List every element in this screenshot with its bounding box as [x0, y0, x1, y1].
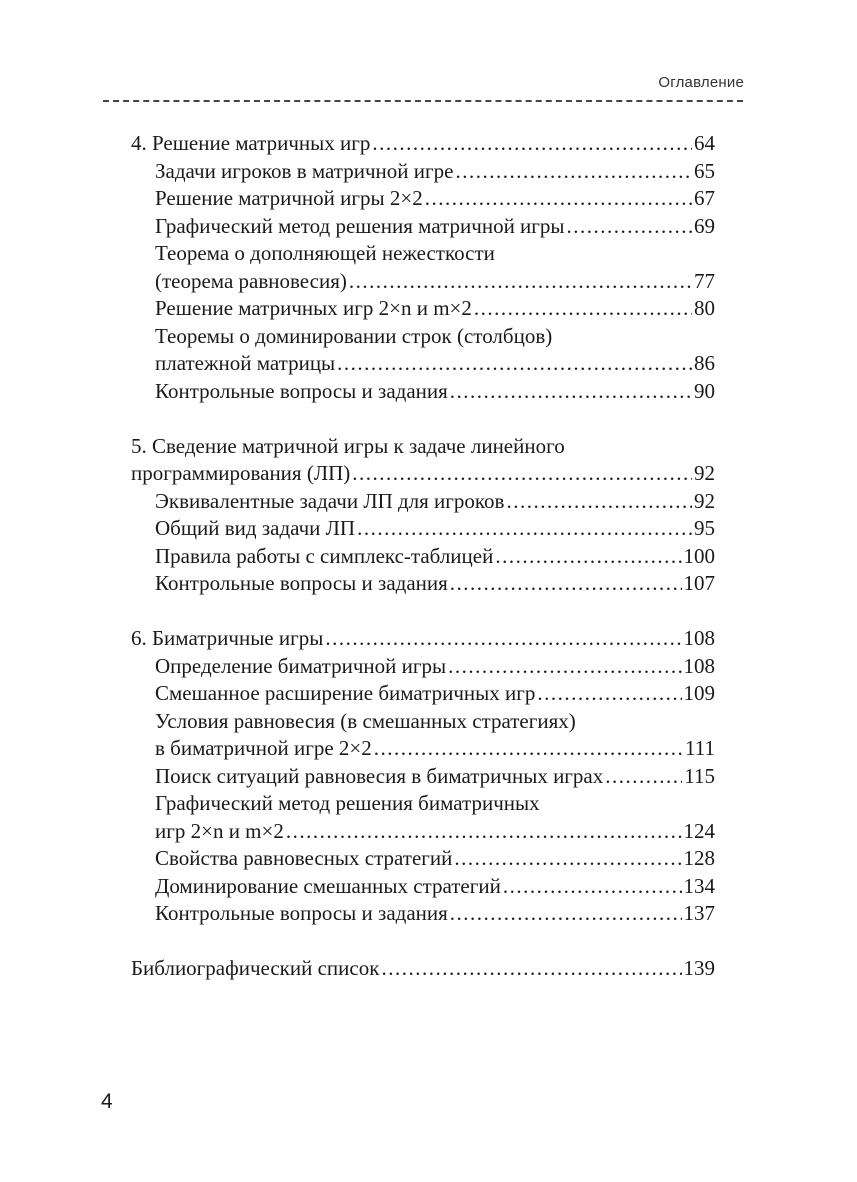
toc-entry-title: Поиск ситуаций равновесия в биматричных играх	[155, 763, 604, 788]
toc-subentry-line	[131, 185, 715, 213]
toc-subentry-line	[131, 763, 715, 791]
toc-entry-title: Контрольные вопросы и задания	[155, 378, 448, 403]
toc-section	[131, 433, 715, 598]
toc-entry-title: Библиографический список	[131, 956, 380, 980]
toc-page-number: 111	[685, 736, 715, 760]
toc-entry-title: (теорема равновесия)	[155, 268, 347, 293]
dot-leader	[474, 295, 692, 323]
toc-entry-title: игр 2×n и m×2	[155, 818, 284, 843]
table-of-contents	[131, 130, 715, 983]
toc-chapter-line	[131, 130, 715, 158]
toc-subentry-line	[131, 543, 715, 571]
dot-leader	[286, 818, 682, 846]
toc-subentry-line	[131, 845, 715, 873]
toc-page-number: 115	[684, 763, 715, 788]
toc-entry-title: Свойства равновесных стратегий	[155, 846, 453, 870]
toc-page-number: 77	[694, 268, 715, 293]
toc-subentry-line	[131, 735, 715, 763]
toc-page-number: 67	[694, 186, 715, 210]
toc-subentry-line	[131, 818, 715, 846]
toc-entry-title: Доминирование смешанных стратегий	[155, 873, 501, 898]
dot-leader	[495, 543, 681, 571]
toc-entry-title: Эквивалентные задачи ЛП для игроков	[155, 488, 505, 513]
toc-entry-title: 6. Биматричные игры	[131, 626, 324, 650]
toc-entry-title: Правила работы с симплекс-таблицей	[155, 543, 494, 568]
dot-leader	[372, 130, 692, 158]
toc-chapter-line	[131, 460, 715, 488]
toc-page-number: 90	[694, 378, 715, 403]
toc-page-number: 95	[694, 516, 715, 540]
dot-leader	[325, 625, 681, 653]
dot-leader	[357, 515, 692, 543]
toc-entry-title: Графический метод решения биматричных	[155, 791, 540, 815]
toc-page-number: 107	[683, 571, 715, 595]
toc-entry-title: Задачи игроков в матричной игре	[155, 158, 454, 183]
toc-entry-title: в биматричной игре 2×2	[155, 736, 372, 760]
toc-section	[131, 955, 715, 983]
toc-page-number: 109	[683, 681, 715, 705]
toc-page-number: 80	[694, 296, 715, 320]
toc-page-number: 86	[694, 351, 715, 375]
toc-page-number: 65	[694, 158, 715, 183]
dot-leader	[374, 735, 683, 763]
toc-subentry-line	[131, 158, 715, 186]
toc-chapter-line	[131, 955, 715, 983]
toc-entry-title: 4. Решение матричных игр	[131, 131, 371, 155]
toc-chapter-line	[131, 433, 715, 461]
toc-subentry-line	[131, 240, 715, 268]
toc-entry-title: Графический метод решения матричной игры	[155, 213, 565, 238]
toc-entry-title: Контрольные вопросы и задания	[155, 901, 448, 925]
toc-page-number: 108	[683, 653, 715, 678]
toc-subentry-line	[131, 323, 715, 351]
toc-subentry-line	[131, 515, 715, 543]
dot-leader	[605, 763, 682, 791]
toc-page-number: 92	[694, 488, 715, 513]
dot-leader	[352, 460, 692, 488]
toc-subentry-line	[131, 378, 715, 406]
toc-subentry-line	[131, 900, 715, 928]
toc-page-number: 64	[694, 131, 715, 155]
toc-page-number: 92	[694, 461, 715, 485]
dot-leader	[349, 268, 692, 296]
toc-page-number: 108	[683, 626, 715, 650]
toc-page-number: 134	[683, 873, 715, 898]
toc-entry-title: Условия равновесия (в смешанных стратегиях)	[155, 708, 576, 733]
dot-leader	[450, 570, 682, 598]
dot-leader	[450, 378, 692, 406]
toc-subentry-line	[131, 873, 715, 901]
toc-subentry-line	[131, 488, 715, 516]
dot-leader	[448, 653, 681, 681]
toc-page-number: 69	[694, 213, 715, 238]
running-header-title: Оглавление	[658, 74, 744, 91]
dot-leader	[537, 680, 681, 708]
toc-entry-title: платежной матрицы	[155, 351, 336, 375]
toc-page-number: 124	[683, 818, 715, 843]
toc-entry-title: Смешанное расширение биматричных игр	[155, 681, 536, 705]
toc-page-number: 128	[683, 846, 715, 870]
toc-entry-title: Решение матричной игры 2×2	[155, 186, 423, 210]
toc-section	[131, 130, 715, 405]
dot-leader	[425, 185, 692, 213]
toc-subentry-line	[131, 653, 715, 681]
toc-page-number: 139	[683, 956, 715, 980]
dot-leader	[454, 845, 681, 873]
toc-chapter-line	[131, 625, 715, 653]
toc-subentry-line	[131, 295, 715, 323]
dot-leader	[506, 488, 692, 516]
toc-page-number: 137	[683, 901, 715, 925]
dot-leader	[455, 158, 692, 186]
toc-subentry-line	[131, 268, 715, 296]
toc-subentry-line	[131, 350, 715, 378]
toc-subentry-line	[131, 790, 715, 818]
dot-leader	[381, 955, 681, 983]
toc-subentry-line	[131, 570, 715, 598]
toc-entry-title: Определение биматричной игры	[155, 653, 447, 678]
toc-page-number: 100	[683, 543, 715, 568]
toc-entry-title: Контрольные вопросы и задания	[155, 571, 448, 595]
dot-leader	[567, 213, 692, 241]
toc-entry-title: Теорема о дополняющей нежесткости	[155, 241, 495, 265]
toc-entry-title: Теоремы о доминировании строк (столбцов)	[155, 323, 553, 348]
toc-entry-title: программирования (ЛП)	[131, 461, 351, 485]
toc-subentry-line	[131, 708, 715, 736]
dot-leader	[337, 350, 692, 378]
toc-entry-title: Общий вид задачи ЛП	[155, 516, 356, 540]
dot-leader	[503, 873, 682, 901]
page-number: 4	[101, 1090, 113, 1113]
toc-subentry-line	[131, 680, 715, 708]
dot-leader	[450, 900, 682, 928]
toc-entry-title: 5. Сведение матричной игры к задаче линейного	[131, 433, 565, 458]
toc-subentry-line	[131, 213, 715, 241]
header-dashed-rule	[103, 100, 743, 102]
toc-entry-title: Решение матричных игр 2×n и m×2	[155, 296, 472, 320]
toc-section	[131, 625, 715, 928]
